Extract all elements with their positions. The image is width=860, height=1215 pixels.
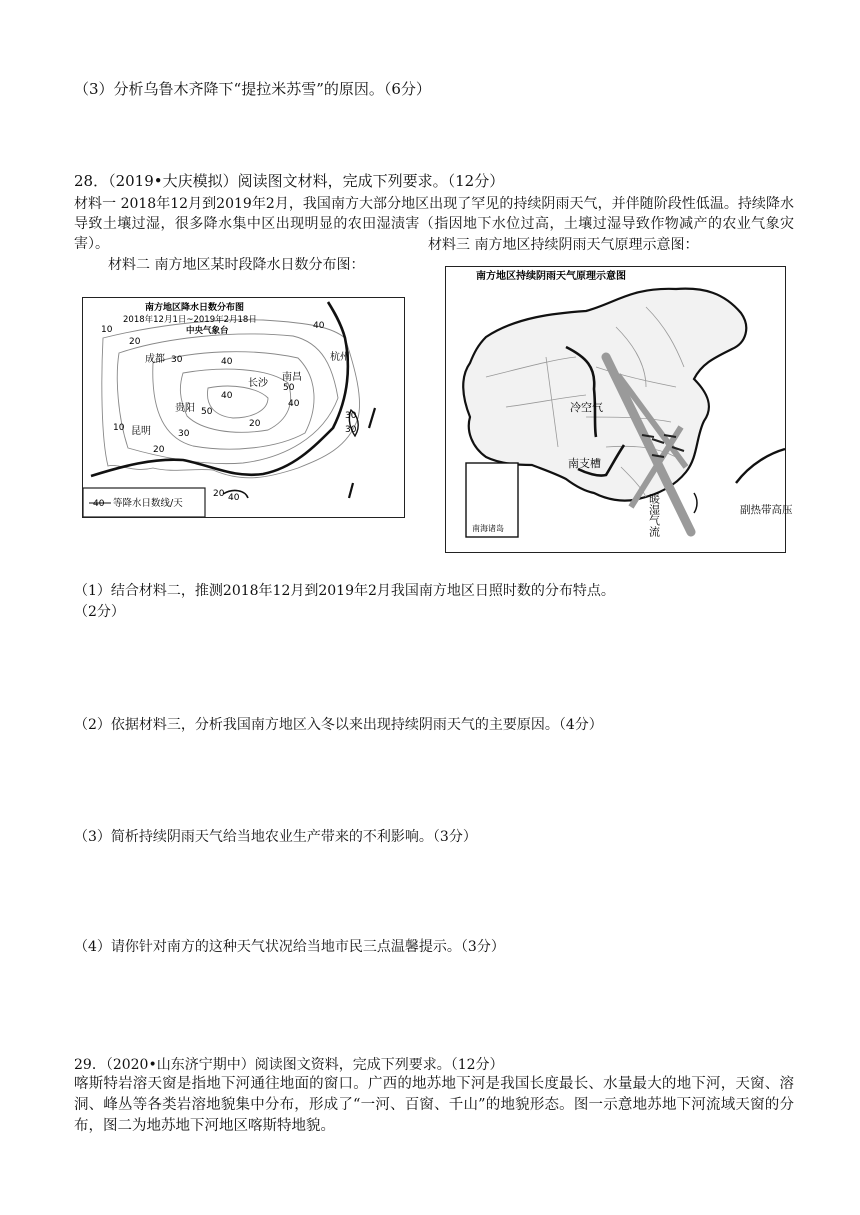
- map1-date-range: 2018年12月1日~2019年2月18日: [123, 315, 257, 325]
- isoline-label: 50: [283, 383, 295, 393]
- isoline-label: 40: [313, 321, 325, 331]
- isoline-label: 40: [288, 399, 300, 409]
- city-nanchang: 南昌: [282, 372, 302, 383]
- isoline-label: 20: [153, 445, 165, 455]
- isoline-label: 10: [113, 423, 125, 433]
- material-3-label: 材料三 南方地区持续阴雨天气原理示意图：: [428, 237, 699, 253]
- label-south-china-sea-islands: 南海诸岛: [472, 524, 504, 533]
- map1-source: 中央气象台: [186, 326, 229, 336]
- map2-title: 南方地区持续阴雨天气原理示意图: [476, 271, 626, 282]
- label-warm-moist-airflow: 暖湿气流: [647, 493, 661, 537]
- isoline-label: 10: [101, 325, 113, 335]
- isoline-label: 30: [345, 425, 357, 435]
- isoline-label: 30: [178, 429, 190, 439]
- question-28-4: （4）请你针对南方的这种天气状况给当地市民三点温馨提示。（3分）: [74, 939, 505, 955]
- question-27-3: （3）分析乌鲁木齐降下“提拉米苏雪”的原因。（6分）: [74, 80, 431, 98]
- isoline-label: 40: [221, 357, 233, 367]
- isoline-label: 20: [249, 419, 261, 429]
- isoline-label: 40: [221, 391, 233, 401]
- persistent-rain-mechanism-map: [445, 266, 793, 553]
- isoline-label: 20: [129, 337, 141, 347]
- city-chengdu: 成都: [145, 354, 165, 365]
- question-28-1: （1）结合材料二，推测2018年12月到2019年2月我国南方地区日照时数的分布特点。: [74, 583, 615, 599]
- precipitation-days-map: [82, 297, 405, 518]
- question-29-body: 喀斯特岩溶天窗是指地下河通往地面的窗口。广西的地苏地下河是我国长度最长、水量最大的地下河，天窗、溶洞、峰丛等各类岩溶地貌集中分布，形成了“一河、百窗、千山”的地貌形态。图一示意地苏地下河流域天窗的分布，图二为地苏地下河地区喀斯特地貌。: [74, 1076, 794, 1134]
- isoline-label: 20: [213, 489, 225, 499]
- question-28-header: 28．（2019•大庆模拟）阅读图文材料，完成下列要求。（12分）: [74, 172, 505, 190]
- label-southern-trough: 南支槽: [568, 457, 601, 470]
- map1-legend: 等降水日数线/天: [113, 498, 183, 509]
- city-guiyang: 贵阳: [175, 403, 195, 414]
- city-kunming: 昆明: [131, 426, 151, 437]
- question-29-header: 29．（2020•山东济宁期中）阅读图文资料，完成下列要求。（12分）: [74, 1057, 504, 1073]
- material-1-text: 材料一 2018年12月到2019年2月，我国南方大部分地区出现了罕见的持续阴雨天气，并伴随阶段性低温。持续降水导致土壤过湿，很多降水集中区出现明显的农田湿渍害（指因地下水位过高，土壤过湿导致作物减产的农业气象灾害）。: [74, 196, 794, 252]
- map1-title: 南方地区降水日数分布图: [145, 303, 245, 313]
- question-28-2: （2）依据材料三，分析我国南方地区入冬以来出现持续阴雨天气的主要原因。（4分）: [74, 717, 603, 733]
- label-subtropical-high: 副热带高压: [740, 504, 793, 516]
- isoline-label: 30: [171, 355, 183, 365]
- legend-value: 40: [93, 499, 105, 509]
- label-cold-air: 冷空气: [570, 401, 603, 414]
- city-hangzhou: 杭州: [330, 352, 350, 363]
- question-28-1-score: （2分）: [74, 604, 125, 620]
- material-2-label: 材料二 南方地区某时段降水日数分布图：: [108, 257, 365, 273]
- isoline-label: 50: [201, 407, 213, 417]
- city-changsha: 长沙: [248, 378, 268, 389]
- isoline-label: 40: [228, 493, 240, 503]
- isoline-label: 30: [345, 411, 357, 421]
- question-28-3: （3）简析持续阴雨天气给当地农业生产带来的不利影响。（3分）: [74, 829, 477, 845]
